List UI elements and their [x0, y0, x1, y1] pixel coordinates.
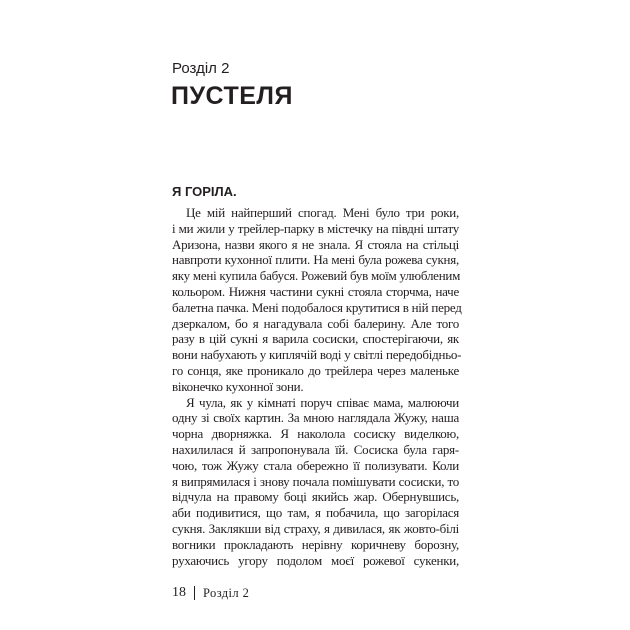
paragraph-1 [172, 205, 462, 395]
text-line: і ми жили у трейлер-парку в містечку на півдні штату [172, 220, 459, 236]
text-line: навпроти кухонної плити. На мені була рожева сукня, [172, 252, 459, 268]
text-line: одну зі своїх картин. За мною наглядала Жужу, наша [172, 410, 459, 426]
body-text [172, 205, 462, 568]
lead-in-heading: Я ГОРІЛА. [172, 184, 237, 199]
footer-divider [194, 586, 195, 600]
text-line: Я чула, як у кімнаті поруч співає мама, малюючи [186, 394, 459, 410]
text-line: віконечко кухонної зони. [172, 378, 304, 394]
text-line: дзеркалом, бо я нагадувала собі балерину. Але того [172, 315, 459, 331]
text-line: балетна пачка. Мені подобалося крутитися в ній перед [172, 299, 462, 315]
chapter-label: Розділ 2 [172, 60, 230, 77]
text-line: вони набухають у киплячій воді у світлі передобідньо- [172, 347, 462, 363]
text-line: го сонця, яке проникало до трейлера через маленьке [172, 362, 459, 378]
text-line: чою, тож Жужу стала обережно її полизувати. Коли [172, 457, 459, 473]
page-footer [172, 585, 249, 601]
text-line: Аризона, назви якого я не знала. Я стояла на стільці [172, 236, 459, 252]
text-line: чорна дворняжка. Я наколола сосиску виделкою, [172, 426, 459, 442]
chapter-title: ПУСТЕЛЯ [171, 82, 293, 110]
text-line: я випрямилася і знову почала помішувати сосиски, то [172, 473, 459, 489]
text-line: вогники прокладають нерівну коричневу борозну, [172, 536, 459, 552]
running-head: Розділ 2 [203, 586, 250, 600]
page-number: 18 [172, 585, 186, 600]
text-line: аби подивитися, що там, я побачила, що загорілася [172, 505, 459, 521]
text-line: разу в цій сукні я варила сосиски, спостерігаючи, як [172, 331, 459, 347]
text-line: нахилилася й запропонувала їй. Сосиска була гаря- [172, 441, 459, 457]
paragraph-2 [172, 395, 459, 569]
text-line: яку мені купила бабуся. Рожевий був моїм улюбленим [172, 268, 461, 284]
text-line: сукня. Заклякши від страху, я дивилася, як жовто-білі [172, 520, 459, 536]
text-line: кольором. Нижня частини сукні стояла сторчма, наче [172, 283, 459, 299]
text-line: Це мій найперший спогад. Мені було три роки, [186, 205, 459, 220]
text-line: відчула на правому боці якийсь жар. Обернувшись, [172, 489, 459, 505]
text-line: рухаючись угору подолом моєї рожевої сукенки, [172, 552, 459, 568]
